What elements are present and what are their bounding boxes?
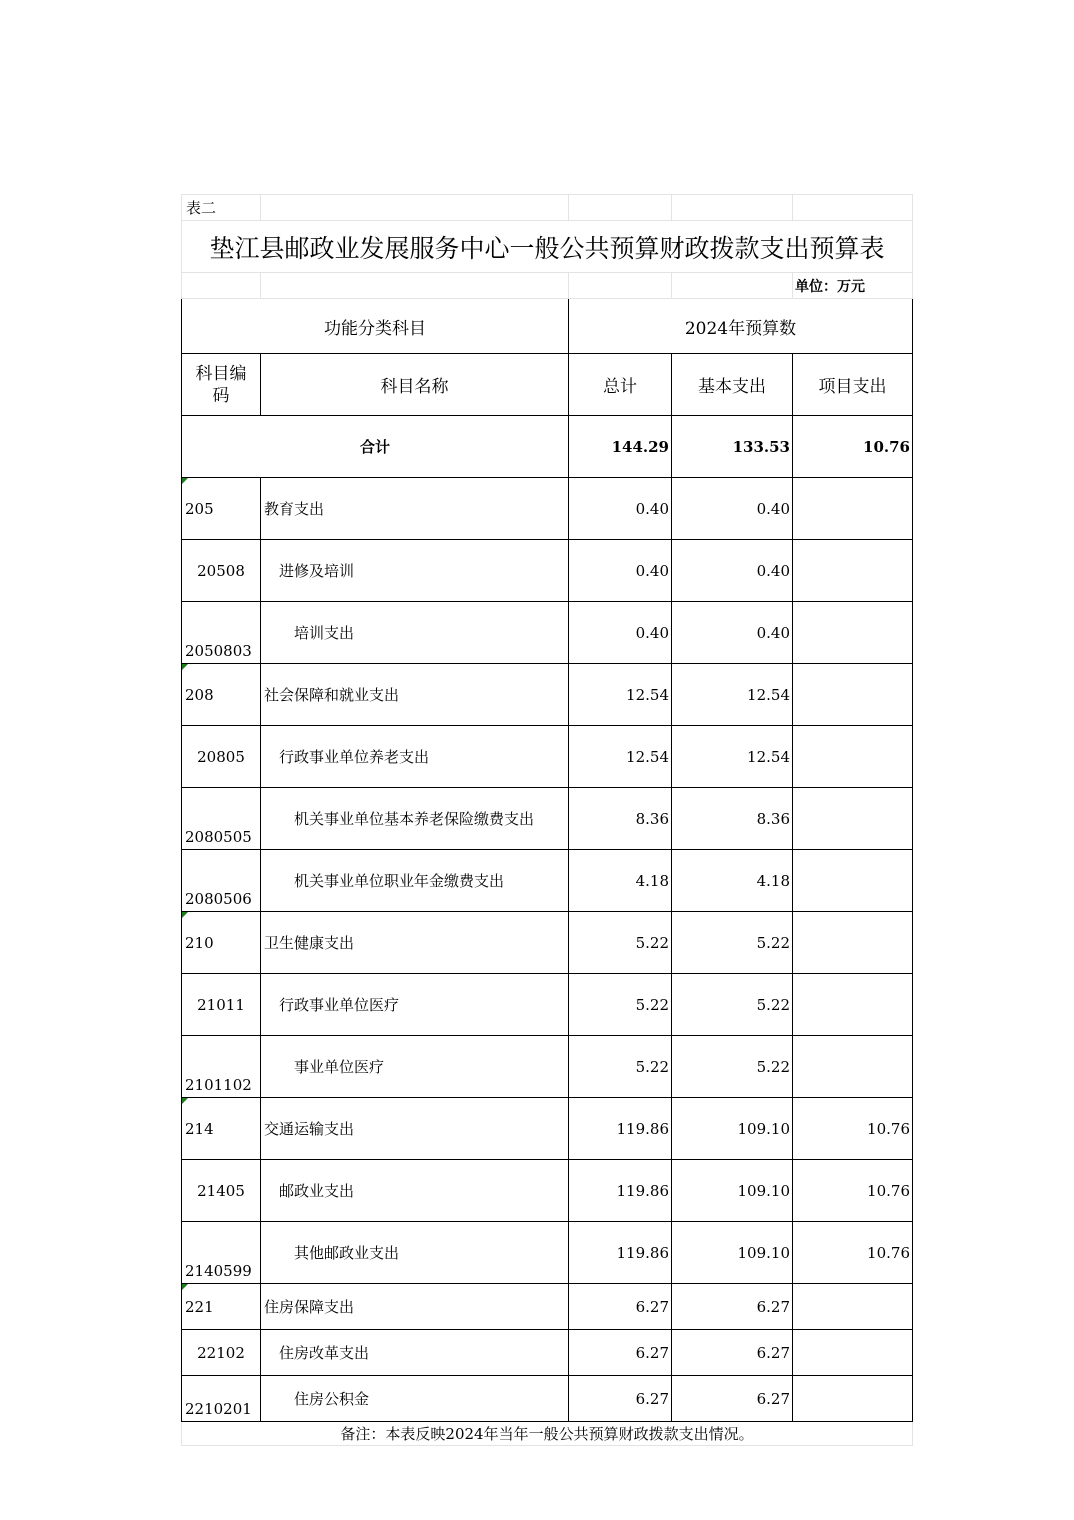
header-budget-2024: 2024年预算数	[569, 299, 913, 354]
row-basic: 6.27	[672, 1330, 793, 1376]
row-name: 其他邮政业支出	[261, 1222, 569, 1284]
footnote: 备注：本表反映2024年当年一般公共预算财政拨款支出情况。	[182, 1422, 913, 1446]
row-basic: 5.22	[672, 912, 793, 974]
table-row	[182, 788, 913, 850]
table-row	[182, 1376, 913, 1422]
total-label: 合计	[182, 416, 569, 478]
table-row	[182, 974, 913, 1036]
table-row	[182, 912, 913, 974]
row-basic: 8.36	[672, 788, 793, 850]
row-code: 21011	[182, 974, 261, 1036]
row-name: 住房公积金	[261, 1376, 569, 1422]
header-project: 项目支出	[793, 354, 913, 416]
table-row	[182, 726, 913, 788]
row-project	[793, 664, 913, 726]
header-code: 科目编码	[182, 354, 261, 416]
row-basic: 5.22	[672, 1036, 793, 1098]
table-row	[182, 1098, 913, 1160]
row-project	[793, 478, 913, 540]
row-total: 6.27	[569, 1284, 672, 1330]
row-basic: 12.54	[672, 726, 793, 788]
row-total: 5.22	[569, 912, 672, 974]
row-code: 208	[182, 664, 261, 726]
row-code: 2080506	[182, 850, 261, 912]
row-project	[793, 974, 913, 1036]
header-name: 科目名称	[261, 354, 569, 416]
total-basic: 133.53	[672, 416, 793, 478]
row-code: 2210201	[182, 1376, 261, 1422]
table-row	[182, 850, 913, 912]
row-code: 20508	[182, 540, 261, 602]
table-row	[182, 1036, 913, 1098]
row-name: 事业单位医疗	[261, 1036, 569, 1098]
table-row	[182, 1160, 913, 1222]
row-project	[793, 540, 913, 602]
table-row	[182, 664, 913, 726]
cell-indicator-icon	[182, 1098, 188, 1104]
row-project	[793, 1036, 913, 1098]
row-name: 卫生健康支出	[261, 912, 569, 974]
row-name: 住房保障支出	[261, 1284, 569, 1330]
table-label: 表二	[182, 195, 261, 221]
row-project	[793, 1284, 913, 1330]
row-basic: 6.27	[672, 1284, 793, 1330]
row-total: 5.22	[569, 974, 672, 1036]
row-basic: 5.22	[672, 974, 793, 1036]
table-row	[182, 540, 913, 602]
row-code: 205	[182, 478, 261, 540]
total-project: 10.76	[793, 416, 913, 478]
row-basic: 109.10	[672, 1222, 793, 1284]
row-code: 2050803	[182, 602, 261, 664]
row-name: 机关事业单位基本养老保险缴费支出	[261, 788, 569, 850]
row-basic: 0.40	[672, 602, 793, 664]
row-project	[793, 1376, 913, 1422]
row-basic: 0.40	[672, 540, 793, 602]
total-total: 144.29	[569, 416, 672, 478]
row-project: 10.76	[793, 1098, 913, 1160]
row-total: 119.86	[569, 1160, 672, 1222]
row-total: 119.86	[569, 1098, 672, 1160]
row-total: 0.40	[569, 478, 672, 540]
row-code: 22102	[182, 1330, 261, 1376]
row-basic: 0.40	[672, 478, 793, 540]
row-project	[793, 912, 913, 974]
row-name: 住房改革支出	[261, 1330, 569, 1376]
row-total: 12.54	[569, 726, 672, 788]
row-total: 119.86	[569, 1222, 672, 1284]
row-project	[793, 788, 913, 850]
cell-indicator-icon	[182, 912, 188, 918]
cell-indicator-icon	[182, 478, 188, 484]
table-row	[182, 602, 913, 664]
header-func-category: 功能分类科目	[182, 299, 569, 354]
row-project	[793, 602, 913, 664]
cell-indicator-icon	[182, 664, 188, 670]
table-row	[182, 1330, 913, 1376]
row-name: 邮政业支出	[261, 1160, 569, 1222]
row-project: 10.76	[793, 1222, 913, 1284]
row-total: 0.40	[569, 540, 672, 602]
row-code: 210	[182, 912, 261, 974]
header-total: 总计	[569, 354, 672, 416]
page-title: 垫江县邮政业发展服务中心一般公共预算财政拨款支出预算表	[182, 221, 913, 273]
row-project: 10.76	[793, 1160, 913, 1222]
row-code: 221	[182, 1284, 261, 1330]
row-total: 8.36	[569, 788, 672, 850]
row-project	[793, 1330, 913, 1376]
row-code: 2140599	[182, 1222, 261, 1284]
table-row	[182, 1284, 913, 1330]
budget-sheet	[181, 194, 912, 1446]
unit-label: 单位：万元	[793, 273, 913, 299]
row-name: 行政事业单位养老支出	[261, 726, 569, 788]
row-total: 12.54	[569, 664, 672, 726]
row-name: 培训支出	[261, 602, 569, 664]
row-code: 20805	[182, 726, 261, 788]
row-name: 教育支出	[261, 478, 569, 540]
row-total: 0.40	[569, 602, 672, 664]
header-basic: 基本支出	[672, 354, 793, 416]
row-total: 5.22	[569, 1036, 672, 1098]
row-code: 214	[182, 1098, 261, 1160]
row-name: 社会保障和就业支出	[261, 664, 569, 726]
row-basic: 12.54	[672, 664, 793, 726]
row-basic: 109.10	[672, 1098, 793, 1160]
row-name: 交通运输支出	[261, 1098, 569, 1160]
table-row	[182, 1222, 913, 1284]
row-name: 进修及培训	[261, 540, 569, 602]
row-total: 6.27	[569, 1330, 672, 1376]
row-project	[793, 850, 913, 912]
row-total: 6.27	[569, 1376, 672, 1422]
budget-table	[181, 194, 913, 1446]
row-basic: 109.10	[672, 1160, 793, 1222]
cell-indicator-icon	[182, 1284, 188, 1290]
row-name: 机关事业单位职业年金缴费支出	[261, 850, 569, 912]
row-code: 2101102	[182, 1036, 261, 1098]
row-basic: 4.18	[672, 850, 793, 912]
row-total: 4.18	[569, 850, 672, 912]
total-row	[182, 416, 913, 478]
row-project	[793, 726, 913, 788]
row-code: 21405	[182, 1160, 261, 1222]
row-basic: 6.27	[672, 1376, 793, 1422]
table-row	[182, 478, 913, 540]
row-name: 行政事业单位医疗	[261, 974, 569, 1036]
row-code: 2080505	[182, 788, 261, 850]
